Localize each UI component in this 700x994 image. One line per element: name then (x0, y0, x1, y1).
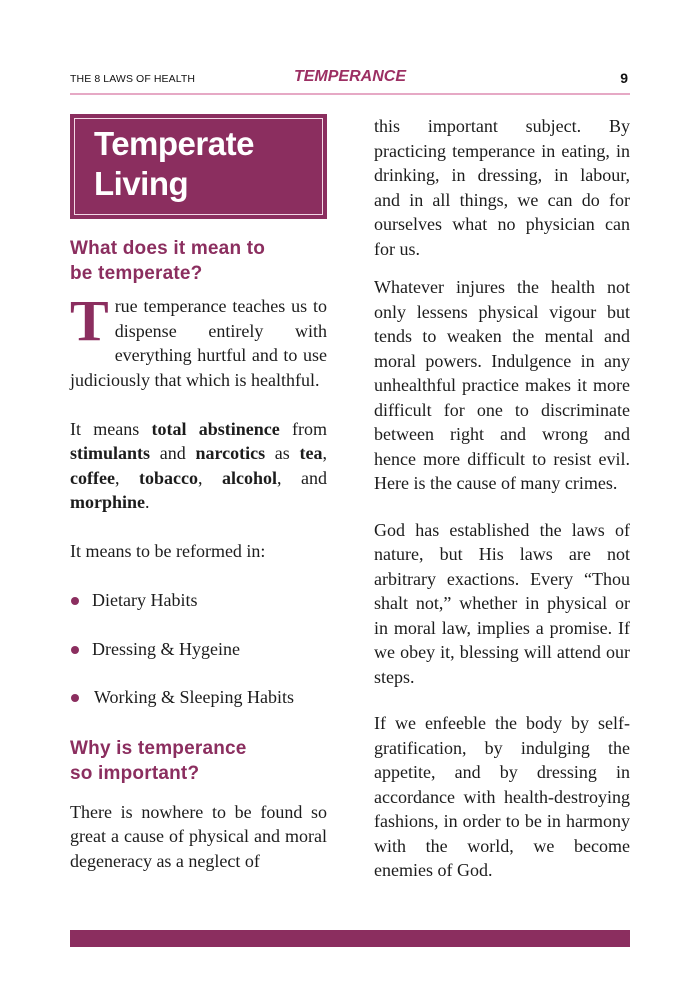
right-paragraph-3: God has established the laws of nature, but His laws are not arbitrary exactions. Every “Thou shalt not,” whether in physical or in moral law, implies a promise. If we obey it, blessing will attend our steps. (374, 519, 630, 687)
page-number: 9 (620, 70, 628, 86)
list-item-text: Dressing & Hygeine (92, 638, 240, 659)
text-span: and (150, 443, 196, 463)
bold-term: tea (299, 443, 323, 463)
right-paragraph-4: If we enfeeble the body by self-gratification, by indulging the appetite, and by dressing in accordance with health-destroying fashions, in order to be in harmony with the world, we become enemies of God. (374, 713, 630, 880)
text-span: , and (277, 467, 327, 488)
reform-list (70, 588, 327, 710)
bold-term: alcohol (221, 467, 277, 488)
text-span: , (114, 467, 139, 488)
book-title: THE 8 LAWS OF HEALTH (70, 73, 196, 85)
drop-cap: T (70, 288, 109, 353)
list-item (70, 588, 327, 613)
list-item (70, 685, 327, 710)
text-span: as (265, 443, 300, 463)
section2-heading-line2: so important? (70, 762, 200, 784)
list-item-text: Working & Sleeping Habits (94, 687, 295, 707)
bold-term: stimulants (70, 443, 151, 463)
right-column (374, 114, 630, 883)
bold-term: narcotics (195, 443, 266, 463)
bold-term: total abstinence (151, 418, 280, 439)
abstinence-paragraph (70, 417, 327, 515)
reform-paragraph: It means to be reformed in: (70, 541, 266, 561)
bold-term: morphine (70, 492, 146, 512)
page-title (94, 124, 254, 204)
chapter-title: TEMPERANCE (293, 68, 406, 85)
right-paragraph-2: Whatever injures the health not only lessens physical vigour but tends to weaken the mental and moral powers. Indulgence in any unhealthful practice makes it more difficult for one to discriminate between right and wrong and hence more difficult to resist evil. Here is the cause of many crimes. (374, 277, 630, 493)
section1-heading-line1: What does it mean to (70, 238, 266, 259)
bullet-icon (71, 597, 79, 605)
bold-term: tobacco (138, 467, 198, 488)
section1-heading-line2: be temperate? (70, 263, 203, 284)
section2-heading-line1: Why is temperance (70, 737, 247, 759)
text-span: , (197, 467, 222, 488)
section1-heading (70, 236, 327, 286)
intro-paragraph (70, 288, 327, 392)
left-column (70, 236, 327, 873)
title-box (70, 114, 327, 219)
section2-heading (70, 736, 327, 786)
intro-text: rue temperance teaches us to dispense entirely with everything hurtful and to use judiciously that which is healthful. (70, 296, 327, 390)
header-rule (70, 93, 630, 95)
bullet-icon (71, 646, 79, 654)
text-span: It means (70, 418, 152, 439)
list-item (70, 637, 327, 662)
text-span: . (145, 492, 150, 512)
page-title-line2: Living (94, 165, 189, 202)
bullet-icon (71, 694, 79, 702)
page-title-line1: Temperate (94, 125, 254, 162)
importance-paragraph: There is nowhere to be found so great a cause of physical and moral degeneracy as a neglect of (70, 801, 327, 871)
footer-bar (70, 930, 630, 947)
list-item-text: Dietary Habits (92, 590, 198, 610)
bold-term: coffee (70, 467, 115, 488)
right-paragraph-1: this important subject. By practicing temperance in eating, in drinking, in dressing, in labour, and in all things, we can do for ourselves what no physician can for us. (374, 116, 630, 259)
text-span: from (279, 418, 327, 439)
text-span: , (322, 443, 327, 463)
running-header (70, 66, 630, 92)
